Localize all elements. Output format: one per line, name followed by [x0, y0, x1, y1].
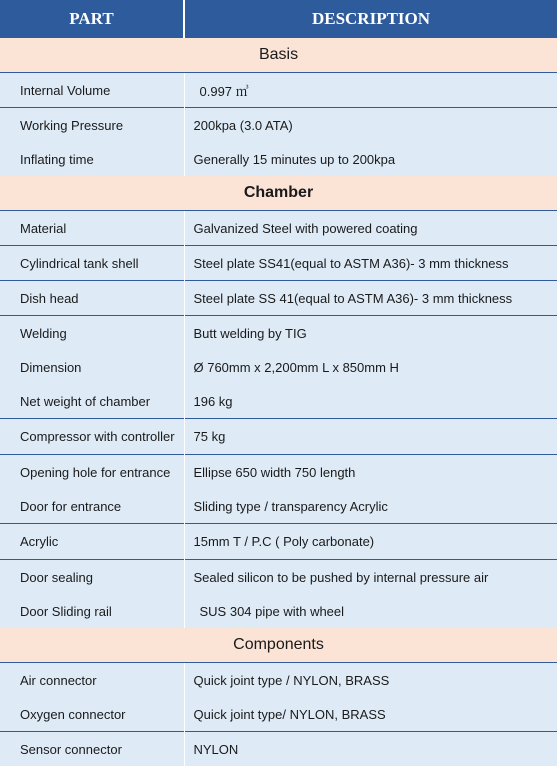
table-row: [0, 350, 557, 384]
description-cell: Sealed silicon to be pushed by internal pressure air: [184, 560, 557, 595]
part-cell: Oxygen connector: [0, 697, 184, 732]
part-cell: Working Pressure: [0, 108, 184, 143]
table-row: [0, 419, 557, 455]
section-header-chamber: [0, 176, 557, 211]
table-header-row: [0, 0, 557, 38]
description-cell: 200kpa (3.0 ATA): [184, 108, 557, 143]
part-cell: Welding: [0, 316, 184, 351]
description-cell: Butt welding by TIG: [184, 316, 557, 351]
part-column-header: PART: [0, 0, 184, 38]
table-row: [0, 594, 557, 628]
description-column-header: DESCRIPTION: [184, 0, 557, 38]
section-header-basis: [0, 38, 557, 73]
description-cell: Steel plate SS 41(equal to ASTM A36)- 3 mm thickness: [184, 281, 557, 316]
part-cell: Cylindrical tank shell: [0, 246, 184, 281]
description-cell: 15mm T / P.C ( Poly carbonate): [184, 524, 557, 560]
table-row: [0, 108, 557, 143]
description-cell: 75 kg: [184, 419, 557, 455]
table-row: [0, 316, 557, 351]
part-cell: Material: [0, 211, 184, 246]
description-cell: Steel plate SS41(equal to ASTM A36)- 3 mm thickness: [184, 246, 557, 281]
table-row: [0, 663, 557, 698]
table-row: [0, 489, 557, 524]
table-row: [0, 384, 557, 419]
table-row: [0, 281, 557, 316]
part-cell: Inflating time: [0, 142, 184, 176]
section-header-components: [0, 628, 557, 663]
description-cell: Quick joint type / NYLON, BRASS: [184, 663, 557, 698]
table-row: [0, 524, 557, 560]
description-cell: Sliding type / transparency Acrylic: [184, 489, 557, 524]
table-row: [0, 73, 557, 108]
part-cell: Acrylic: [0, 524, 184, 560]
description-cell: Quick joint type/ NYLON, BRASS: [184, 697, 557, 732]
part-cell: Door sealing: [0, 560, 184, 595]
description-cell: NYLON: [184, 732, 557, 766]
table-row: [0, 211, 557, 246]
description-cell: Generally 15 minutes up to 200kpa: [184, 142, 557, 176]
description-cell: Ø 760mm x 2,200mm L x 850mm H: [184, 350, 557, 384]
part-cell: Door Sliding rail: [0, 594, 184, 628]
description-cell: Galvanized Steel with powered coating: [184, 211, 557, 246]
table-row: [0, 455, 557, 490]
part-cell: Internal Volume: [0, 73, 184, 108]
description-cell: 0.997 ㎥: [184, 73, 557, 108]
part-cell: Dish head: [0, 281, 184, 316]
table-row: [0, 560, 557, 595]
part-cell: Dimension: [0, 350, 184, 384]
section-title: Basis: [0, 38, 557, 73]
part-cell: Compressor with controller: [0, 419, 184, 455]
part-cell: Net weight of chamber: [0, 384, 184, 419]
section-title: Chamber: [0, 176, 557, 211]
section-title: Components: [0, 628, 557, 663]
description-cell: 196 kg: [184, 384, 557, 419]
table-row: [0, 246, 557, 281]
table-row: [0, 142, 557, 176]
part-cell: Sensor connector: [0, 732, 184, 766]
part-cell: Opening hole for entrance: [0, 455, 184, 490]
part-cell: Door for entrance: [0, 489, 184, 524]
table-row: [0, 697, 557, 732]
table-row: [0, 732, 557, 766]
part-cell: Air connector: [0, 663, 184, 698]
description-cell: SUS 304 pipe with wheel: [184, 594, 557, 628]
description-cell: Ellipse 650 width 750 length: [184, 455, 557, 490]
